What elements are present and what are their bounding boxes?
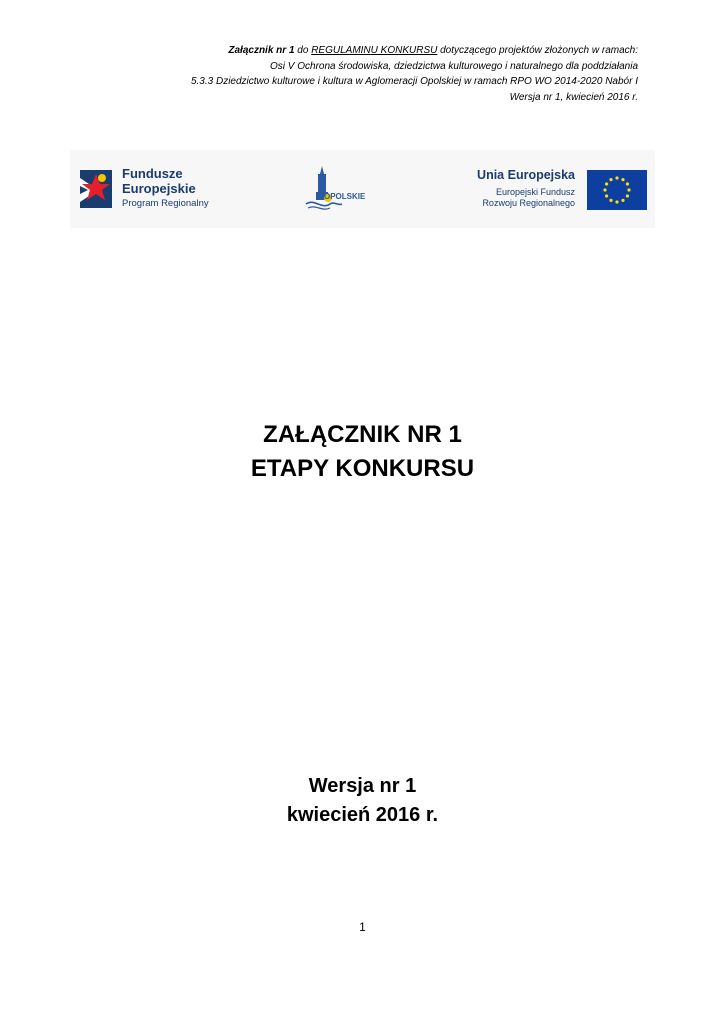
header-connector: do bbox=[294, 45, 312, 56]
title-line-2: ETAPY KONKURSU bbox=[250, 455, 475, 482]
eu-stars-icon bbox=[587, 170, 647, 210]
logo-bar bbox=[70, 150, 655, 228]
fundusze-line-1: Fundusze bbox=[122, 166, 183, 181]
header-line-1-rest: dotyczącego projektów złożonych w ramach: bbox=[437, 45, 638, 56]
title-line-1: ZAŁĄCZNIK NR 1 bbox=[263, 421, 462, 448]
header-line-3: 5.3.3 Dziedzictwo kulturowe i kultura w Aglomeracji Opolskiej w ramach RPO WO 2014-2020 Nabór I bbox=[190, 76, 638, 87]
fundusze-europejskie-icon bbox=[78, 168, 114, 210]
ue-line-1: Unia Europejska bbox=[477, 168, 575, 182]
header-line-4: Wersja nr 1, kwiecień 2016 r. bbox=[509, 91, 638, 103]
page-number: 1 bbox=[359, 920, 366, 934]
document-header bbox=[78, 43, 638, 105]
version-block bbox=[0, 772, 725, 830]
unia-europejska-logo bbox=[468, 166, 648, 216]
eu-flag-icon bbox=[587, 170, 647, 210]
fundusze-line-3: Program Regionalny bbox=[122, 198, 209, 209]
ue-line-3: Rozwoju Regionalnego bbox=[482, 198, 575, 208]
header-line-1 bbox=[78, 43, 638, 59]
header-attachment-label: Załącznik nr 1 bbox=[228, 45, 295, 56]
header-line-2: Osi V Ochrona środowiska, dziedzictwa kulturowego i naturalnego dla poddziałania bbox=[270, 60, 638, 72]
version-line-2: kwiecień 2016 r. bbox=[286, 804, 439, 826]
document-title bbox=[0, 418, 725, 486]
opolskie-label: OPOLSKIE bbox=[324, 192, 366, 201]
opolskie-tower-icon bbox=[302, 162, 382, 218]
version-line-1: Wersja nr 1 bbox=[308, 775, 417, 797]
header-regulation-link-text: REGULAMINU KONKURSU bbox=[311, 45, 438, 56]
opolskie-logo bbox=[302, 162, 382, 218]
fundusze-line-2: Europejskie bbox=[122, 181, 196, 196]
fundusze-europejskie-logo bbox=[78, 164, 248, 214]
ue-line-2: Europejski Fundusz bbox=[495, 187, 575, 197]
